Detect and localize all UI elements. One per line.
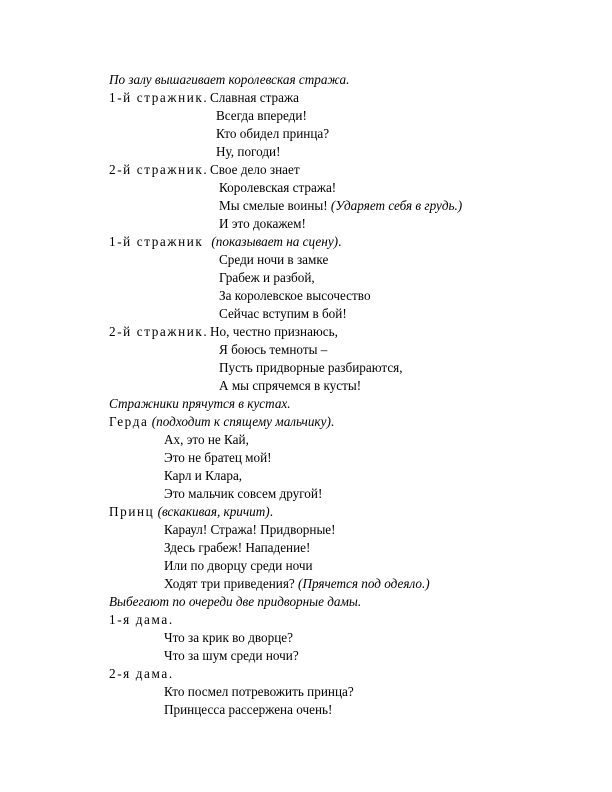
line-text: Сейчас вступим в бой! bbox=[219, 306, 347, 321]
verse-line bbox=[164, 684, 354, 700]
speaker-name: 2-й стражник bbox=[109, 162, 204, 177]
line-text: Кто обидел принца? bbox=[216, 126, 330, 141]
line-tail: . bbox=[338, 234, 342, 249]
stage-direction bbox=[109, 594, 361, 610]
verse-line bbox=[164, 576, 430, 592]
stage-note: (Ударяет себя в грудь.) bbox=[327, 198, 463, 213]
line-text: Грабеж и разбой, bbox=[219, 270, 315, 285]
speaker-name: 2-я дама bbox=[109, 666, 169, 681]
line-text: . Свое дело знает bbox=[203, 162, 300, 177]
dialogue-line bbox=[109, 504, 273, 520]
line-text: И это докажем! bbox=[219, 216, 306, 231]
stage-direction-text: Выбегают по очереди две придворные дамы. bbox=[109, 594, 362, 609]
stage-direction bbox=[109, 396, 291, 412]
line-text: Это мальчик совсем другой! bbox=[164, 486, 323, 501]
line-text: Карл и Клара, bbox=[164, 468, 243, 483]
verse-line bbox=[219, 378, 361, 394]
speaker-name: 1-я дама bbox=[109, 612, 169, 627]
line-text: Среди ночи в замке bbox=[219, 252, 329, 267]
stage-note: (вскакивая, кричит) bbox=[154, 504, 270, 519]
verse-line bbox=[216, 144, 281, 160]
dialogue-line bbox=[109, 234, 341, 250]
line-text: Это не братец мой! bbox=[164, 450, 272, 465]
line-text: Пусть придворные разбираются, bbox=[219, 360, 403, 375]
speaker-name: Принц bbox=[109, 504, 155, 519]
stage-note: (Прячется под одеяло.) bbox=[294, 576, 430, 591]
verse-line bbox=[164, 486, 322, 502]
stage-direction-text: Стражники прячутся в кустах. bbox=[109, 396, 291, 411]
verse-line bbox=[219, 342, 327, 358]
line-text: А мы спрячемся в кусты! bbox=[219, 378, 362, 393]
dialogue-line bbox=[109, 324, 338, 340]
line-text: . Славная стража bbox=[203, 90, 299, 105]
verse-line bbox=[164, 522, 336, 538]
verse-line bbox=[164, 630, 293, 646]
line-text: . bbox=[168, 666, 173, 681]
stage-note: (подходит к спящему мальчику) bbox=[148, 414, 331, 429]
line-text: Что за крик во дворце? bbox=[164, 630, 293, 645]
verse-line bbox=[164, 468, 242, 484]
verse-line bbox=[219, 270, 315, 286]
stage-direction-text: По залу вышагивает королевская стража. bbox=[109, 72, 350, 87]
line-text: Всегда впереди! bbox=[216, 108, 307, 123]
verse-line bbox=[219, 216, 306, 232]
dialogue-line bbox=[109, 162, 300, 178]
dialogue-line bbox=[109, 612, 172, 628]
verse-line bbox=[164, 702, 332, 718]
line-text: Ходят три приведения? bbox=[164, 576, 295, 591]
speaker-name: 2-й стражник bbox=[109, 324, 204, 339]
verse-line bbox=[164, 540, 310, 556]
line-tail: . bbox=[330, 414, 335, 429]
line-text: . Но, честно признаюсь, bbox=[203, 324, 338, 339]
line-text: Кто посмел потревожить принца? bbox=[164, 684, 354, 699]
verse-line bbox=[219, 198, 462, 214]
line-tail: . bbox=[269, 504, 273, 519]
line-text: Я боюсь темноты – bbox=[219, 342, 328, 357]
line-text: Здесь грабеж! Нападение! bbox=[164, 540, 311, 555]
verse-line bbox=[164, 648, 299, 664]
stage-direction bbox=[109, 72, 349, 88]
speaker-name: 1-й стражник bbox=[109, 90, 204, 105]
line-text: Королевская стража! bbox=[219, 180, 337, 195]
line-text: Ну, погоди! bbox=[216, 144, 281, 159]
line-text: Ах, это не Кай, bbox=[164, 432, 249, 447]
verse-line bbox=[216, 126, 329, 142]
stage-note: (показывает на сцену) bbox=[211, 234, 339, 249]
verse-line bbox=[219, 180, 336, 196]
verse-line bbox=[216, 108, 307, 124]
dialogue-line bbox=[109, 90, 299, 106]
line-text: Мы смелые воины! bbox=[219, 198, 328, 213]
line-text: Что за шум среди ночи? bbox=[164, 648, 299, 663]
speaker-name: 1-й стражник bbox=[109, 234, 204, 249]
verse-line bbox=[164, 450, 272, 466]
verse-line bbox=[219, 288, 371, 304]
line-text: Или по дворцу среди ночи bbox=[164, 558, 313, 573]
verse-line bbox=[164, 558, 313, 574]
verse-line bbox=[219, 252, 328, 268]
dialogue-line bbox=[109, 414, 334, 430]
line-text: . bbox=[168, 612, 173, 627]
speaker-name: Герда bbox=[109, 414, 149, 429]
verse-line bbox=[219, 306, 347, 322]
dialogue-line bbox=[109, 666, 172, 682]
line-text: Принцесса рассержена очень! bbox=[164, 702, 333, 717]
line-text: Караул! Стража! Придворные! bbox=[164, 522, 336, 537]
line-text: За королевское высочество bbox=[219, 288, 371, 303]
verse-line bbox=[219, 360, 403, 376]
verse-line bbox=[164, 432, 249, 448]
